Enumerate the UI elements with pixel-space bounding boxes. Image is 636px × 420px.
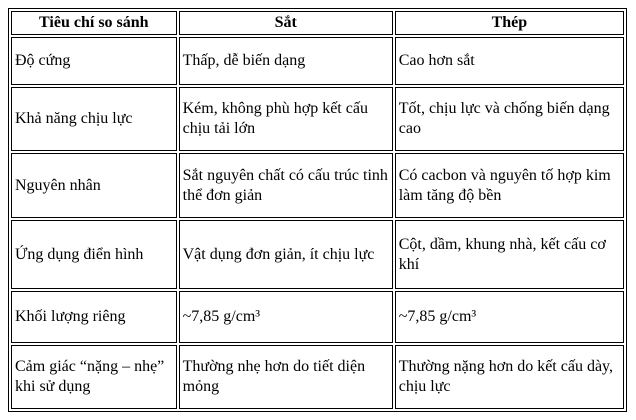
table-row [11, 37, 624, 85]
criterion-cell: Nguyên nhân [11, 153, 177, 218]
iron-value-cell: ~7,85 g/cm³ [179, 291, 393, 343]
steel-value-cell: ~7,85 g/cm³ [395, 291, 624, 343]
header-cell-steel: Thép [395, 11, 624, 35]
steel-value-cell: Tốt, chịu lực và chống biến dạng cao [395, 87, 624, 151]
iron-steel-comparison-table [8, 8, 627, 412]
steel-value-cell: Cột, dầm, khung nhà, kết cấu cơ khí [395, 220, 624, 289]
table-row [11, 220, 624, 289]
iron-value-cell: Thấp, dễ biến dạng [179, 37, 393, 85]
iron-value-cell: Kém, không phù hợp kết cấu chịu tải lớn [179, 87, 393, 151]
steel-value-cell: Thường nặng hơn do kết cấu dày, chịu lực [395, 345, 624, 409]
criterion-cell: Khối lượng riêng [11, 291, 177, 343]
criterion-cell: Độ cứng [11, 37, 177, 85]
criterion-cell: Khả năng chịu lực [11, 87, 177, 151]
iron-value-cell: Sắt nguyên chất có cấu trúc tinh thể đơn giản [179, 153, 393, 218]
iron-value-cell: Thường nhẹ hơn do tiết diện mỏng [179, 345, 393, 409]
table-row [11, 153, 624, 218]
header-row [11, 11, 624, 35]
steel-value-cell: Cao hơn sắt [395, 37, 624, 85]
steel-value-cell: Có cacbon và nguyên tố hợp kim làm tăng độ bền [395, 153, 624, 218]
table-row [11, 87, 624, 151]
criterion-cell: Cảm giác “nặng – nhẹ” khi sử dụng [11, 345, 177, 409]
table-row [11, 345, 624, 409]
criterion-cell: Ứng dụng điển hình [11, 220, 177, 289]
header-cell-criteria: Tiêu chí so sánh [11, 11, 177, 35]
table-row [11, 291, 624, 343]
iron-value-cell: Vật dụng đơn giản, ít chịu lực [179, 220, 393, 289]
header-cell-iron: Sắt [179, 11, 393, 35]
